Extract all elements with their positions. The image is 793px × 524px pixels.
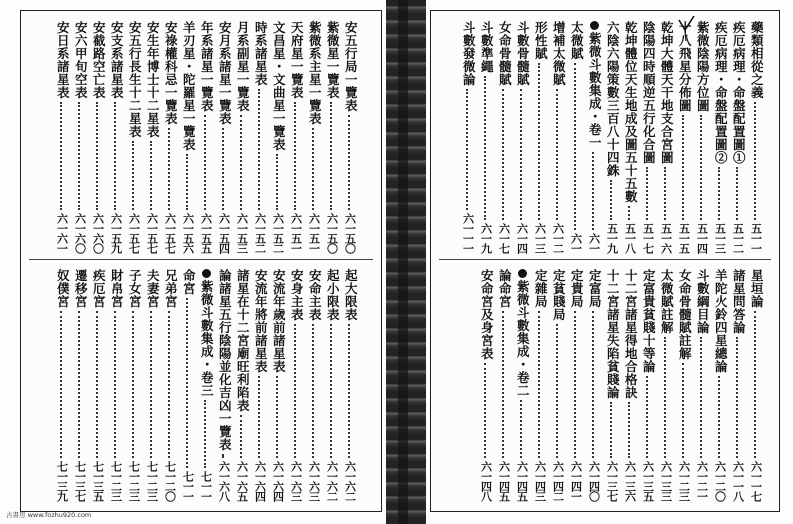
toc-entry[interactable] (549, 269, 567, 501)
toc-page-number: 六一五五 (199, 213, 213, 253)
dot-leader (222, 128, 226, 210)
dot-leader (466, 89, 470, 210)
dot-leader (150, 311, 154, 458)
toc-title: 起小限表 (325, 269, 341, 321)
dot-leader (204, 115, 208, 210)
toc-entry[interactable] (161, 21, 179, 253)
dot-leader (96, 311, 100, 458)
toc-entry[interactable] (513, 269, 531, 501)
toc-entry[interactable] (179, 21, 197, 253)
toc-page-number: 六一 (569, 233, 583, 253)
toc-page-number: 六一四五 (497, 461, 511, 501)
toc-page-number: 六一四五 (515, 461, 529, 501)
dot-leader (736, 167, 740, 220)
toc-page-number: 七一二三 (145, 461, 159, 501)
dot-leader (556, 89, 560, 220)
dot-leader (240, 115, 244, 210)
toc-title: 安六甲旬空表 (73, 21, 89, 99)
toc-entry[interactable] (513, 21, 531, 253)
toc-page-number: 七一三五 (91, 461, 105, 501)
toc-page-number: 五一二 (731, 223, 745, 253)
toc-page-number: 六一二〇 (713, 461, 727, 501)
toc-entry[interactable] (567, 269, 585, 501)
toc-entry[interactable] (549, 21, 567, 253)
toc-page-number: 五一四 (695, 223, 709, 253)
toc-title: 女命骨髓賦註解 (677, 269, 693, 360)
toc-entry[interactable] (71, 21, 89, 253)
toc-title: 十二宮諸星得地合格訣 (623, 269, 639, 399)
toc-page-number: 六一六二 (325, 461, 339, 501)
right-bottom-toc (465, 269, 765, 501)
dot-leader (574, 311, 578, 458)
toc-entry[interactable] (323, 21, 341, 253)
dot-leader (258, 89, 262, 210)
left-page (20, 10, 382, 512)
toc-title: 紫微星一覽表 (325, 21, 341, 99)
section-bullet-icon (518, 269, 527, 278)
toc-page-number: 六一一一 (461, 213, 475, 253)
toc-title: 命宮 (181, 269, 197, 295)
dot-leader (502, 89, 506, 220)
toc-title: 安截路空亡表 (91, 21, 107, 99)
toc-page-number: 六一六四 (253, 461, 267, 501)
dot-leader (204, 400, 208, 468)
dot-leader (682, 363, 686, 458)
toc-title: 安五行長生十二星表 (127, 21, 143, 138)
toc-title: 子女宮 (127, 269, 143, 308)
toc-entry[interactable] (729, 269, 747, 501)
toc-title: 紫微斗數集成・卷二 (515, 280, 531, 397)
toc-entry[interactable] (693, 21, 711, 253)
toc-title: 安生年博士十二星表 (145, 21, 161, 138)
right-top-toc (447, 21, 765, 253)
dot-leader (664, 337, 668, 458)
toc-entry[interactable] (53, 21, 71, 253)
toc-page-number: 六一三三 (659, 461, 673, 501)
toc-title: 羊陀火鈴四星總論 (713, 269, 729, 373)
toc-entry[interactable] (269, 21, 287, 253)
toc-title: 起大限表 (343, 269, 359, 321)
toc-entry[interactable] (341, 21, 359, 253)
toc-page-number: 六一六八 (217, 461, 231, 501)
toc-title: 定富局 (587, 269, 603, 308)
toc-entry[interactable] (693, 269, 711, 501)
toc-page-number: 五一六 (659, 223, 673, 253)
toc-title: 安流年歲前諸星表 (271, 269, 287, 373)
toc-page-number: 五一三 (713, 223, 727, 253)
toc-entry[interactable] (531, 21, 549, 253)
toc-entry[interactable] (729, 21, 747, 253)
toc-entry[interactable] (71, 269, 89, 501)
toc-entry[interactable] (107, 269, 125, 501)
toc-page-number: 六一五六 (181, 213, 195, 253)
toc-entry[interactable] (711, 269, 729, 501)
toc-entry[interactable] (567, 21, 585, 253)
toc-entry[interactable] (323, 269, 341, 501)
dot-leader (754, 311, 758, 458)
toc-title: 安祿權科忌一覽表 (163, 21, 179, 125)
toc-entry[interactable] (621, 21, 639, 253)
toc-page-number: 六一五三 (235, 213, 249, 253)
dot-leader (222, 454, 226, 458)
toc-title: 疾厄病理・命盤配置圖② (713, 21, 729, 164)
toc-page-number: 六一六四 (271, 461, 285, 501)
toc-page-number: 六一五二 (253, 213, 267, 253)
dot-leader (610, 180, 614, 220)
toc-entry[interactable] (143, 269, 161, 501)
toc-page-number: 六一六二 (343, 461, 357, 501)
dot-leader (132, 311, 136, 458)
dot-leader (96, 102, 100, 210)
dot-leader (186, 154, 190, 210)
toc-page-number: 六一四一 (569, 461, 583, 501)
dot-leader (60, 311, 64, 458)
toc-title: 定貴局 (569, 269, 585, 308)
dot-leader (628, 206, 632, 220)
dot-leader (240, 415, 244, 458)
dot-leader (538, 311, 542, 458)
dot-leader (700, 115, 704, 220)
toc-page-number: 六一四〇 (587, 461, 601, 501)
toc-title: 藥類相從之義 (749, 21, 765, 99)
toc-page-number: 六一三 (533, 223, 547, 253)
toc-title: 紫微陰陽方位圖 (695, 21, 711, 112)
dot-leader (538, 63, 542, 220)
toc-page-number: 五一五 (677, 223, 691, 253)
toc-page-number: 六一一八 (731, 461, 745, 501)
toc-entry[interactable] (477, 269, 495, 501)
dot-leader (78, 311, 82, 458)
toc-page-number: 六一三五 (641, 461, 655, 501)
toc-page-number: 七一三九 (55, 461, 69, 501)
toc-entry[interactable] (305, 21, 323, 253)
toc-page-number: 五一七 (641, 223, 655, 253)
book-gutter (386, 0, 426, 524)
toc-entry[interactable] (603, 269, 621, 501)
toc-title: 十二宮諸星失陷貧賤論 (605, 269, 621, 399)
toc-page-number: 六一五〇 (343, 213, 357, 253)
toc-page-number: 五一八 (623, 223, 637, 253)
toc-title: 疾厄病理・命盤配置圖① (731, 21, 747, 164)
toc-page-number: 七一一 (181, 471, 195, 501)
dot-leader (646, 376, 650, 458)
section-bullet-icon (590, 21, 599, 30)
dot-leader (574, 63, 578, 230)
toc-title: 斗數骨髓賦 (515, 21, 531, 86)
dot-leader (60, 102, 64, 210)
dot-leader (520, 89, 524, 220)
toc-title: 安支系諸星表 (109, 21, 125, 99)
toc-entry[interactable] (125, 269, 143, 501)
dot-leader (276, 154, 280, 210)
dot-leader (736, 337, 740, 458)
dot-leader (556, 324, 560, 458)
dot-leader (484, 363, 488, 458)
toc-entry[interactable] (495, 269, 513, 501)
toc-title: 形性賦 (533, 21, 549, 60)
toc-title: 紫微系主星一覽表 (307, 21, 323, 125)
toc-page-number: 六一三六 (623, 461, 637, 501)
section-bullet-icon (202, 269, 211, 278)
toc-title: 諸星問答論 (731, 269, 747, 334)
toc-page-number: 六一六一 (55, 213, 69, 253)
toc-entry[interactable] (233, 269, 251, 501)
left-top-toc (39, 21, 359, 253)
toc-entry[interactable] (287, 21, 305, 253)
toc-entry[interactable] (711, 21, 729, 253)
toc-page-number: 七一二三 (127, 461, 141, 501)
dot-leader (330, 324, 334, 458)
toc-page-number: 七一二〇 (163, 461, 177, 501)
toc-page-number: 七一三七 (73, 461, 87, 501)
handwritten-check-mark (676, 14, 698, 42)
toc-page-number: 六一六三 (307, 461, 321, 501)
toc-title: 紫微斗數集成・卷三 (199, 280, 215, 397)
toc-page-number: 六一六〇 (91, 213, 105, 253)
toc-entry[interactable] (305, 269, 323, 501)
dot-leader (258, 376, 262, 458)
toc-title: 乾坤大體天干地支合宮圖 (659, 21, 675, 164)
dot-leader (78, 102, 82, 210)
toc-title: 安日系諸星表 (55, 21, 71, 99)
toc-title: 月系副星一覽表 (235, 21, 251, 112)
toc-entry[interactable] (639, 269, 657, 501)
dot-leader (664, 167, 668, 220)
toc-entry[interactable] (125, 21, 143, 253)
toc-entry[interactable] (251, 21, 269, 253)
dot-leader (718, 167, 722, 220)
dot-leader (610, 402, 614, 458)
dot-leader (312, 324, 316, 458)
dot-leader (330, 102, 334, 210)
toc-page-number: 六一七 (497, 223, 511, 253)
toc-entry[interactable] (531, 269, 549, 501)
toc-page-number: 六一五四 (217, 213, 231, 253)
toc-page-number: 五一一 (749, 223, 763, 253)
toc-entry[interactable] (251, 269, 269, 501)
toc-title: 斗數準繩 (479, 21, 495, 73)
toc-entry[interactable] (603, 21, 621, 253)
toc-title: 安命主表 (307, 269, 323, 321)
right-page (430, 10, 780, 512)
toc-page-number: 六一五七 (145, 213, 159, 253)
dot-leader (754, 102, 758, 220)
dot-leader (348, 324, 352, 458)
toc-entry[interactable] (89, 269, 107, 501)
toc-title: 女命骨髓賦 (497, 21, 513, 86)
dot-leader (520, 400, 524, 458)
toc-title: 文昌星・文曲星一覽表 (271, 21, 287, 151)
toc-title: 增補太微賦 (551, 21, 567, 86)
dot-leader (628, 402, 632, 458)
toc-title: 定雜局 (533, 269, 549, 308)
dot-leader (114, 102, 118, 210)
toc-title: 財帛宮 (109, 269, 125, 308)
toc-entry[interactable] (747, 269, 765, 501)
toc-page-number: 六一五二 (271, 213, 285, 253)
toc-entry[interactable] (215, 269, 233, 501)
toc-title: 太微賦 (569, 21, 585, 60)
toc-entry[interactable] (459, 21, 477, 253)
toc-page-number: 六一三七 (605, 461, 619, 501)
toc-entry[interactable] (657, 269, 675, 501)
toc-page-number: 六一四三 (533, 461, 547, 501)
left-bottom-toc (39, 269, 359, 501)
toc-title: 安月系諸星一覽表 (217, 21, 233, 125)
toc-title: 兄弟宮 (163, 269, 179, 308)
dot-leader (168, 311, 172, 458)
toc-title: 夫妻宮 (145, 269, 161, 308)
dot-leader (700, 337, 704, 458)
toc-entry[interactable] (585, 21, 603, 253)
toc-page-number: 六一二 (551, 223, 565, 253)
toc-title: 天府星一覽表 (289, 21, 305, 99)
toc-title: 太微賦註解 (659, 269, 675, 334)
footer-credit: 古書房 www.fozhu920.com (6, 511, 92, 519)
toc-entry[interactable] (161, 269, 179, 501)
toc-entry[interactable] (585, 269, 603, 501)
toc-entry[interactable] (657, 21, 675, 253)
toc-title: 斗數綱目論 (695, 269, 711, 334)
dot-leader (294, 324, 298, 458)
toc-title: 遷移宮 (73, 269, 89, 308)
toc-entry[interactable] (675, 269, 693, 501)
toc-page-number: 六一九 (479, 223, 493, 253)
dot-leader (114, 311, 118, 458)
toc-page-number: 六一五一 (289, 213, 303, 253)
dot-leader (484, 76, 488, 220)
toc-entry[interactable] (53, 269, 71, 501)
toc-title: 安五行局一覽表 (343, 21, 359, 112)
toc-entry[interactable] (287, 269, 305, 501)
toc-entry[interactable] (639, 21, 657, 253)
toc-page-number: 六一 (587, 233, 601, 253)
toc-title: 疾厄宮 (91, 269, 107, 308)
toc-entry[interactable] (197, 21, 215, 253)
toc-entry[interactable] (143, 21, 161, 253)
toc-title: 年系諸星一覽表 (199, 21, 215, 112)
toc-title: 羊刃星・陀羅星一覽表 (181, 21, 197, 151)
toc-entry[interactable] (675, 21, 693, 253)
dot-leader (682, 115, 686, 220)
toc-entry[interactable] (179, 269, 197, 501)
toc-title: 定貧賤局 (551, 269, 567, 321)
dot-leader (592, 311, 596, 458)
dot-leader (168, 128, 172, 210)
toc-page-number: 六一二三 (677, 461, 691, 501)
toc-title: 奴僕宮 (55, 269, 71, 308)
toc-page-number: 六一四 (515, 223, 529, 253)
toc-entry[interactable] (197, 269, 215, 501)
toc-title: 紫微斗數集成・卷一 (587, 32, 603, 149)
toc-title: 乾坤體位天生地成及圖五十五數 (623, 21, 639, 203)
toc-entry[interactable] (89, 21, 107, 253)
toc-entry[interactable] (107, 21, 125, 253)
toc-page-number: 六一一七 (749, 461, 763, 501)
toc-page-number: 七一一 (199, 471, 213, 501)
dot-leader (312, 128, 316, 210)
dot-leader (294, 102, 298, 210)
toc-page-number: 六一六〇 (73, 213, 87, 253)
toc-page-number: 六一六三 (289, 461, 303, 501)
toc-page-number: 六一五一 (307, 213, 321, 253)
dot-leader (150, 141, 154, 210)
toc-entry[interactable] (477, 21, 495, 253)
toc-page-number: 六一二一 (695, 461, 709, 501)
toc-page-number: 六一六五 (235, 461, 249, 501)
dot-leader (718, 376, 722, 458)
toc-title: 論命宮 (497, 269, 513, 308)
toc-title: 安流年將前諸星表 (253, 269, 269, 373)
dot-leader (186, 298, 190, 468)
divider (29, 259, 373, 261)
toc-title: 六陰六陽策數三百八十四銖 (605, 21, 621, 177)
toc-title: 安命宮及身宮表 (479, 269, 495, 360)
toc-page-number: 六一五九 (109, 213, 123, 253)
toc-title: 安身主表 (289, 269, 305, 321)
dot-leader (348, 115, 352, 210)
dot-leader (592, 152, 596, 230)
toc-title: 論諸星五行陰陽並化吉凶一覽表 (217, 269, 233, 451)
toc-title: 十八飛星分佈圖 (677, 21, 693, 112)
toc-page-number: 六一四二 (551, 461, 565, 501)
toc-entry[interactable] (747, 21, 765, 253)
toc-entry[interactable] (341, 269, 359, 501)
toc-page-number: 六一五七 (163, 213, 177, 253)
toc-page-number: 六一五七 (127, 213, 141, 253)
toc-title: 陰陽四時順逆五行化合圖 (641, 21, 657, 164)
dot-leader (132, 141, 136, 210)
toc-entry[interactable] (233, 21, 251, 253)
toc-title: 定富貴貧賤十等論 (641, 269, 657, 373)
toc-title: 時系諸星表 (253, 21, 269, 86)
toc-title: 星垣論 (749, 269, 765, 308)
toc-page-number: 六一四八 (479, 461, 493, 501)
toc-entry[interactable] (621, 269, 639, 501)
toc-entry[interactable] (215, 21, 233, 253)
divider (439, 259, 771, 261)
toc-page-number: 六一五〇 (325, 213, 339, 253)
toc-page-number: 五一九 (605, 223, 619, 253)
toc-title: 斗數發微論 (461, 21, 477, 86)
toc-entry[interactable] (495, 21, 513, 253)
dot-leader (646, 167, 650, 220)
dot-leader (502, 311, 506, 458)
toc-page-number: 七一二三 (109, 461, 123, 501)
dot-leader (276, 376, 280, 458)
toc-title: 諸星在十二宮廟旺利陷表 (235, 269, 251, 412)
toc-entry[interactable] (269, 269, 287, 501)
